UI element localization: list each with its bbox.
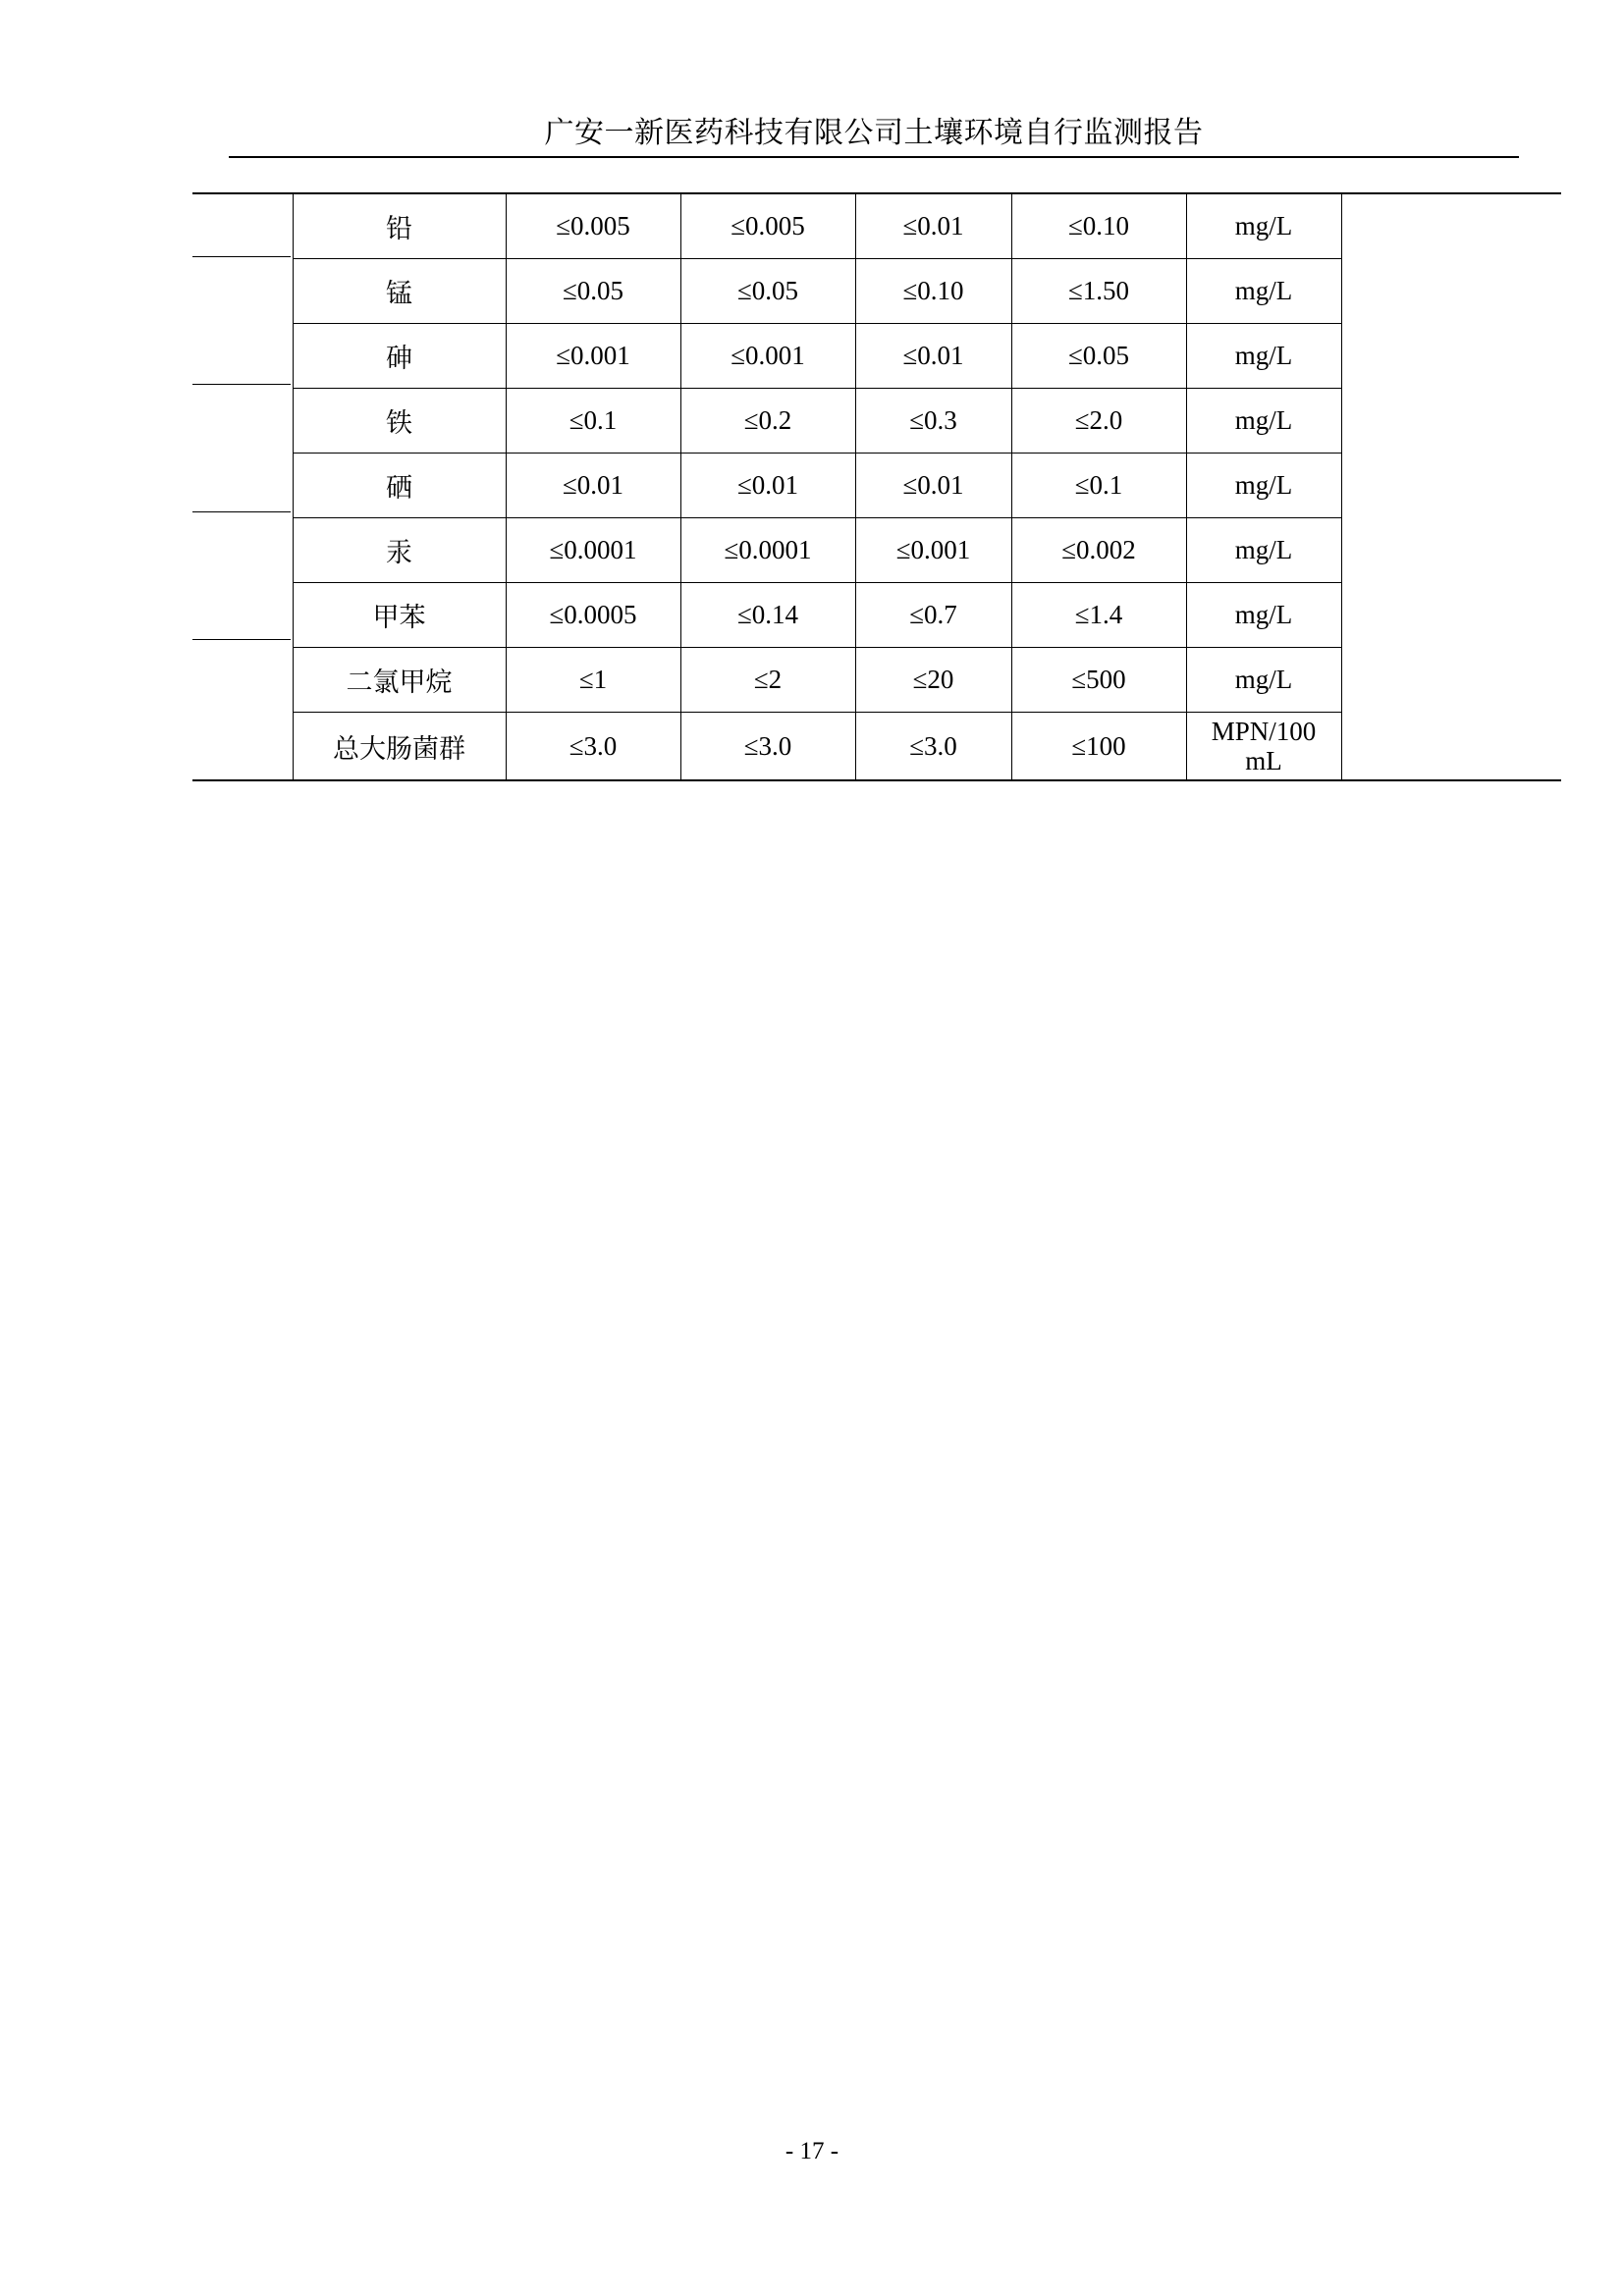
unit-cell: mg/L [1186, 324, 1341, 389]
class-iv-limit: ≤0.05 [1011, 324, 1186, 389]
table-row [192, 193, 1561, 259]
class-i-limit: ≤0.1 [506, 389, 680, 454]
class-ii-limit: ≤0.05 [680, 259, 855, 324]
class-iv-limit: ≤100 [1011, 713, 1186, 781]
group-cell [192, 259, 293, 324]
indicator-name: 汞 [293, 518, 506, 583]
class-iv-limit: ≤0.002 [1011, 518, 1186, 583]
remark-cell [1341, 454, 1561, 518]
table-row [192, 518, 1561, 583]
class-iii-limit: ≤20 [855, 648, 1011, 713]
class-iv-limit: ≤1.4 [1011, 583, 1186, 648]
table-row [192, 324, 1561, 389]
indicator-name: 铅 [293, 193, 506, 259]
standards-table [192, 192, 1561, 781]
page-number: - 17 - [785, 2138, 839, 2164]
class-ii-limit: ≤0.2 [680, 389, 855, 454]
table-row [192, 583, 1561, 648]
class-i-limit: ≤1 [506, 648, 680, 713]
unit-line-2: mL [1245, 746, 1282, 775]
remark-cell [1341, 324, 1561, 389]
class-i-limit: ≤3.0 [506, 713, 680, 781]
unit-cell: mg/L [1186, 193, 1341, 259]
page-header-title: 广安一新医药科技有限公司土壤环境自行监测报告 [544, 116, 1204, 150]
indicator-name: 锰 [293, 259, 506, 324]
unit-cell: mg/L [1186, 454, 1341, 518]
group-row-rule [192, 384, 291, 385]
unit-cell [1186, 713, 1341, 781]
class-iii-limit: ≤0.01 [855, 454, 1011, 518]
indicator-name: 二氯甲烷 [293, 648, 506, 713]
class-i-limit: ≤0.005 [506, 193, 680, 259]
group-cell [192, 648, 293, 713]
table-row [192, 259, 1561, 324]
remark-cell [1341, 193, 1561, 259]
class-iv-limit: ≤2.0 [1011, 389, 1186, 454]
class-ii-limit: ≤0.01 [680, 454, 855, 518]
remark-cell [1341, 648, 1561, 713]
group-cell [192, 518, 293, 583]
class-ii-limit: ≤2 [680, 648, 855, 713]
class-iii-limit: ≤0.01 [855, 324, 1011, 389]
indicator-name: 硒 [293, 454, 506, 518]
unit-cell: mg/L [1186, 648, 1341, 713]
class-i-limit: ≤0.05 [506, 259, 680, 324]
class-iv-limit: ≤0.1 [1011, 454, 1186, 518]
class-ii-limit: ≤3.0 [680, 713, 855, 781]
remark-cell [1341, 713, 1561, 781]
header-rule [229, 156, 1519, 158]
indicator-name: 甲苯 [293, 583, 506, 648]
class-iii-limit: ≤0.10 [855, 259, 1011, 324]
remark-cell [1341, 518, 1561, 583]
class-iv-limit: ≤1.50 [1011, 259, 1186, 324]
class-ii-limit: ≤0.005 [680, 193, 855, 259]
group-row-rule [192, 511, 291, 512]
group-cell [192, 454, 293, 518]
remark-cell [1341, 389, 1561, 454]
class-iii-limit: ≤0.3 [855, 389, 1011, 454]
class-iii-limit: ≤0.7 [855, 583, 1011, 648]
group-row-rule [192, 639, 291, 640]
class-ii-limit: ≤0.14 [680, 583, 855, 648]
unit-cell: mg/L [1186, 389, 1341, 454]
group-cell [192, 713, 293, 781]
class-iv-limit: ≤0.10 [1011, 193, 1186, 259]
class-ii-limit: ≤0.001 [680, 324, 855, 389]
class-i-limit: ≤0.0005 [506, 583, 680, 648]
class-iii-limit: ≤0.001 [855, 518, 1011, 583]
remark-cell [1341, 259, 1561, 324]
groundwater-standards-table [192, 192, 1561, 781]
group-row-rule [192, 256, 291, 257]
indicator-name: 铁 [293, 389, 506, 454]
class-iv-limit: ≤500 [1011, 648, 1186, 713]
unit-cell: mg/L [1186, 518, 1341, 583]
unit-cell: mg/L [1186, 583, 1341, 648]
group-cell [192, 583, 293, 648]
indicator-name: 总大肠菌群 [293, 713, 506, 781]
unit-line-1: MPN/100 [1211, 717, 1317, 746]
unit-cell: mg/L [1186, 259, 1341, 324]
class-iii-limit: ≤3.0 [855, 713, 1011, 781]
table-row [192, 648, 1561, 713]
group-cell [192, 324, 293, 389]
remark-cell [1341, 583, 1561, 648]
class-i-limit: ≤0.0001 [506, 518, 680, 583]
class-iii-limit: ≤0.01 [855, 193, 1011, 259]
table-row [192, 454, 1561, 518]
class-ii-limit: ≤0.0001 [680, 518, 855, 583]
group-cell [192, 389, 293, 454]
class-i-limit: ≤0.01 [506, 454, 680, 518]
indicator-name: 砷 [293, 324, 506, 389]
class-i-limit: ≤0.001 [506, 324, 680, 389]
table-row [192, 713, 1561, 781]
table-row [192, 389, 1561, 454]
group-cell [192, 193, 293, 259]
